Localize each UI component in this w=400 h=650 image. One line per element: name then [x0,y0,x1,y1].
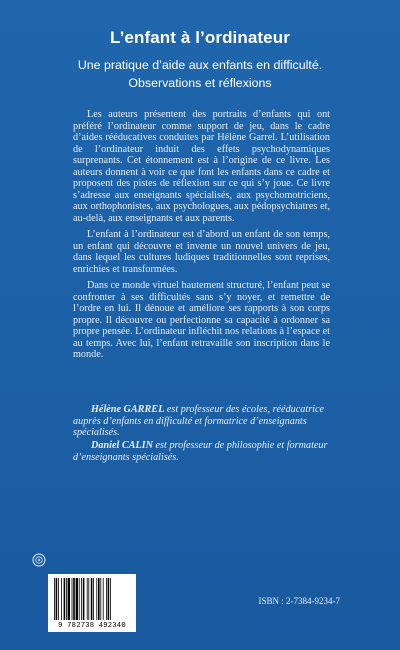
barcode-bar [93,578,94,620]
book-subtitle-line2: Observations et réflexions [128,76,272,90]
book-title: L’enfant à l’ordinateur [110,28,290,47]
barcode-bar [76,578,78,620]
publisher-logo-icon [32,553,46,567]
barcode-bar [83,578,85,620]
author-name: Hélène GARREL [91,404,165,415]
barcode-bar [88,578,89,620]
barcode-bar [87,578,88,620]
barcode-bar [54,578,55,620]
barcode-bar [72,578,73,620]
blurb-paragraph: Les auteurs présentent des portraits d’enfants qui ont préféré l’ordinateur comme support de jeu, dans le cadre d’aides rééducatives conduites par Hélène Garrel. L’utilisation de l’ordinateur induit des effets psychodynamiques surprenants. Cet étonnement est à l’origine de ce livre. Les auteurs donnent à voir ce que font les enfants dans ce cadre et proposent des pistes de réflexion sur ce qui s’y joue. Ce livre s’adresse aux enseignants spécialisés, aux psychomotriciens, aux orthophonistes, aux psychologues, aux pédopsychiatres et, au-delà, aux enseignants et aux parents. [73,109,330,224]
author-bio [73,404,333,439]
blurb [73,109,330,366]
barcode-bar [96,578,97,620]
barcode-digits: 9 782738 492340 [58,622,126,630]
barcode-bar [64,578,66,620]
barcode-bar [73,578,75,620]
barcode-bar [79,578,80,620]
blurb-paragraph: L’enfant à l’ordinateur est d’abord un enfant de son temps, un enfant qui découvre et invente un nouvel univers de jeu, dans lequel les cultures ludiques traditionnelles sont reprises, enrichies et transformées. [73,229,330,275]
blurb-paragraph: Dans ce monde virtuel hautement structuré, l’enfant peut se confronter à ses difficultés sans s’y noyer, et remettre de l’ordre en lui. Il dénoue et améliore ses rapports à son corps propre. Il découvre ou perfectionne sa capacité à ordonner sa propre pensée. L’ordinateur infléchit nos relations à l’espace et au temps. Avec lui, l’enfant retravaille son inscription dans le monde. [73,280,330,360]
barcode-bar [68,578,70,620]
barcode [48,574,136,632]
barcode-bars [54,578,130,620]
author-bio-text: est professeur des écoles, rééducatrice auprès d’enfants en difficulté et formatrice d’enseignants spécialisés. [73,404,325,438]
barcode-bar [58,578,59,620]
barcode-bar [91,578,93,620]
barcode-bar [106,578,107,620]
author-bio-text: est professeur de philosophie et formateur d’enseignants spécialisés. [73,440,328,463]
isbn: ISBN : 2-7384-9234-7 [258,596,340,606]
barcode-bar [110,578,111,620]
author-name: Daniel CALIN [91,440,153,451]
barcode-bar [56,578,58,620]
barcode-bar [66,578,67,620]
barcode-bar [103,578,104,620]
barcode-bar [81,578,82,620]
barcode-bar [108,578,110,620]
author-bio [73,440,333,463]
barcode-bar [98,578,100,620]
barcode-bar [61,578,62,620]
barcode-bar [100,578,101,620]
book-subtitle-line1: Une pratique d’aide aux enfants en difficulté. [77,58,323,72]
